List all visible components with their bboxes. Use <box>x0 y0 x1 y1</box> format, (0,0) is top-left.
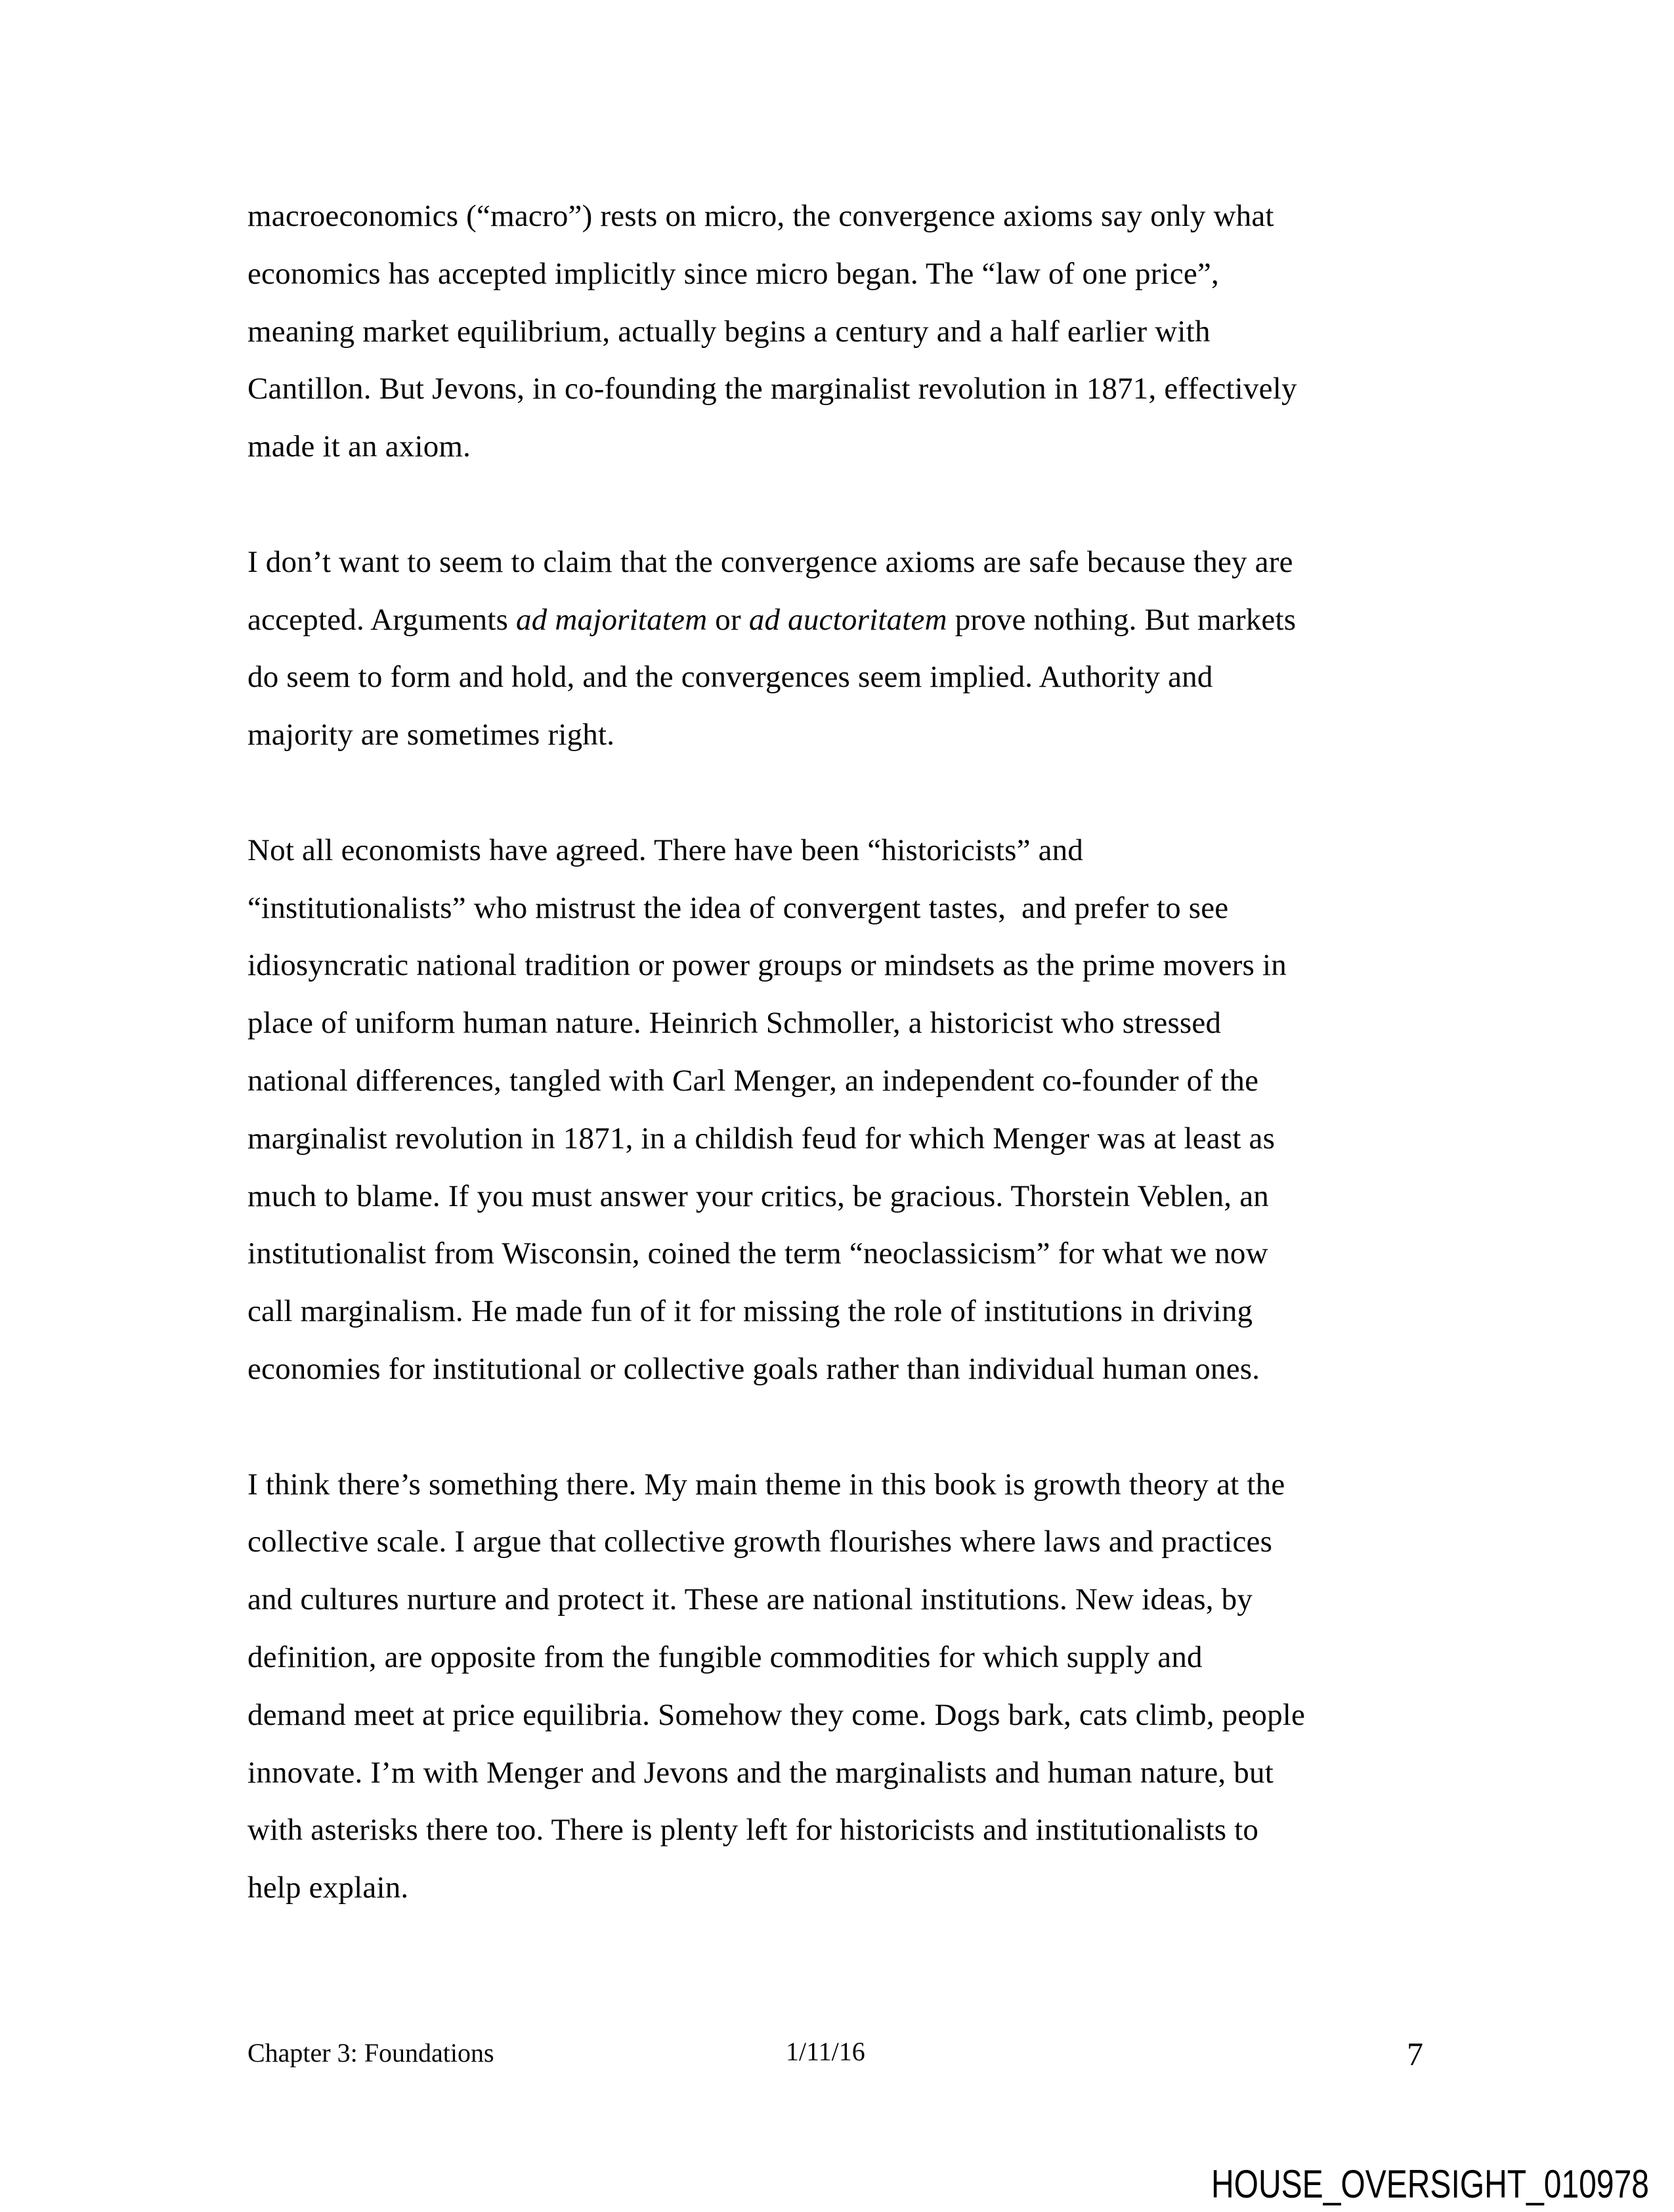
text-line: with asterisks there too. There is plenty left for historicists and institutionalists to <box>247 1813 1259 1848</box>
footer-chapter-label: Chapter 3: Foundations <box>247 2038 494 2068</box>
text-line: Not all economists have agreed. There have been “historicists” and <box>247 833 1084 867</box>
text-line: national differences, tangled with Carl Menger, an independent co-founder of the <box>247 1063 1259 1098</box>
paragraph <box>247 1456 1547 1917</box>
text-line: majority are sometimes right. <box>247 718 615 752</box>
text-line: definition, are opposite from the fungible commodities for which supply and <box>247 1639 1203 1674</box>
paragraph <box>247 188 1547 476</box>
text-line: help explain. <box>247 1871 409 1905</box>
page-body <box>247 188 1547 1917</box>
text-line: I think there’s something there. My main theme in this book is growth theory at the <box>247 1467 1285 1502</box>
text-line: macroeconomics (“macro”) rests on micro, the convergence axioms say only what <box>247 199 1274 233</box>
footer-page-number: 7 <box>1407 2035 1423 2072</box>
text-line: economics has accepted implicitly since micro began. The “law of one price”, <box>247 256 1219 291</box>
text-line: economies for institutional or collective goals rather than individual human ones. <box>247 1351 1260 1386</box>
italic-phrase: ad auctoritatem <box>748 602 947 637</box>
text-line: meaning market equilibrium, actually begins a century and a half earlier with <box>247 314 1211 349</box>
bates-stamp: HOUSE_OVERSIGHT_010978 <box>1211 2162 1649 2206</box>
text-line: place of uniform human nature. Heinrich Schmoller, a historicist who stressed <box>247 1006 1222 1041</box>
italic-phrase: ad majoritatem <box>516 602 708 637</box>
text-line: accepted. Arguments ad majoritatem or ad auctoritatem prove nothing. But markets <box>247 602 1297 637</box>
text-line: do seem to form and hold, and the convergences seem implied. Authority and <box>247 660 1213 695</box>
text-line: Cantillon. But Jevons, in co-founding the marginalist revolution in 1871, effectively <box>247 372 1297 406</box>
text-line: marginalist revolution in 1871, in a childish feud for which Menger was at least as <box>247 1121 1276 1156</box>
text-line: much to blame. If you must answer your critics, be gracious. Thorstein Veblen, an <box>247 1179 1269 1213</box>
text-line: demand meet at price equilibria. Somehow they come. Dogs bark, cats climb, people <box>247 1697 1306 1732</box>
text-line: “institutionalists” who mistrust the idea of convergent tastes, and prefer to see <box>247 890 1229 925</box>
footer-date: 1/11/16 <box>786 2037 865 2066</box>
text-line: idiosyncratic national tradition or power groups or mindsets as the prime movers in <box>247 948 1287 983</box>
text-line: I don’t want to seem to claim that the convergence axioms are safe because they are <box>247 544 1293 579</box>
text-line: made it an axiom. <box>247 429 471 464</box>
paragraph <box>247 534 1547 764</box>
text-line: innovate. I’m with Menger and Jevons and the marginalists and human nature, but <box>247 1755 1274 1790</box>
text-line: collective scale. I argue that collective growth flourishes where laws and practices <box>247 1525 1273 1559</box>
text-line: call marginalism. He made fun of it for missing the role of institutions in driving <box>247 1294 1253 1329</box>
text-line: institutionalist from Wisconsin, coined the term “neoclassicism” for what we now <box>247 1236 1268 1271</box>
paragraph <box>247 822 1547 1399</box>
text-line: and cultures nurture and protect it. These are national institutions. New ideas, by <box>247 1582 1253 1617</box>
